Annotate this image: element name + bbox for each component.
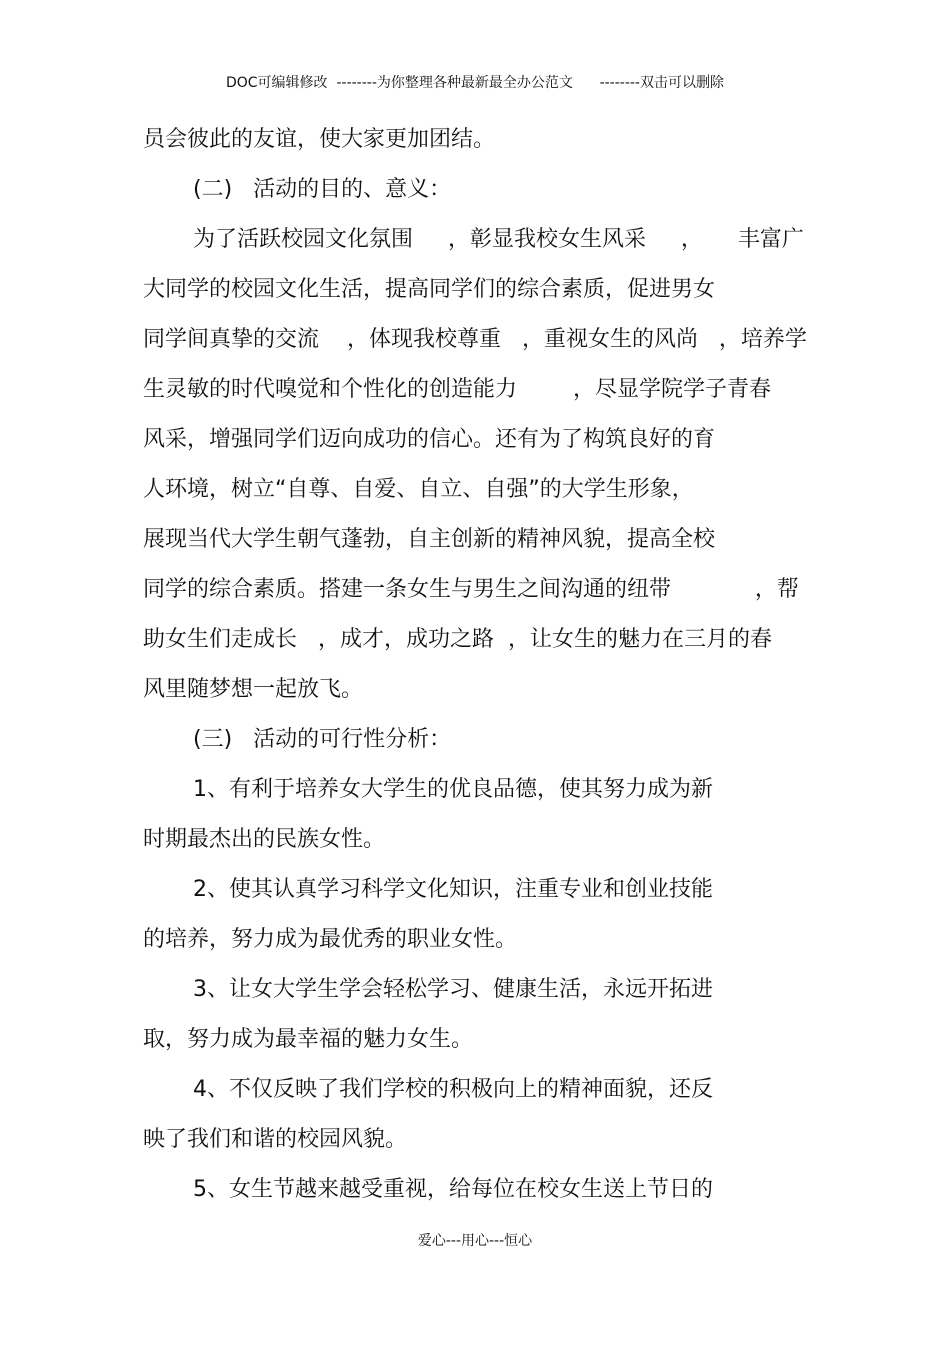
list-item-continuation: 时期最杰出的民族女性。 bbox=[143, 827, 386, 852]
page-header: DOC可编辑修改 --------为你整理各种最新最全办公范文 --------双击可以删除 bbox=[225, 75, 724, 91]
list-item-continuation: 的培养，努力成为最优秀的职业女性。 bbox=[143, 927, 518, 952]
list-item: 3、让女大学生学会轻松学习、健康生活，永远开拓进 bbox=[193, 977, 713, 1002]
body-line: 同学间真挚的交流 ，体现我校尊重 ，重视女生的风尚 ，培养学 bbox=[143, 327, 807, 352]
body-line: 为了活跃校园文化氛围 ，彰显我校女生风采 ， 丰富广 bbox=[193, 227, 804, 252]
body-line: 生灵敏的时代嗅觉和个性化的创造能力 ，尽显学院学子青春 bbox=[143, 377, 771, 402]
list-item: 5、女生节越来越受重视，给每位在校女生送上节日的 bbox=[193, 1177, 713, 1202]
list-item: 2、使其认真学习科学文化知识，注重专业和创业技能 bbox=[193, 877, 713, 902]
list-item-continuation: 映了我们和谐的校园风貌。 bbox=[143, 1127, 408, 1152]
list-item-continuation: 取，努力成为最幸福的魅力女生。 bbox=[143, 1027, 474, 1052]
page-footer: 爱心---用心---恒心 bbox=[417, 1233, 533, 1249]
body-line: 展现当代大学生朝气蓬勃，自主创新的精神风貌，提高全校 bbox=[143, 527, 716, 552]
body-line: 风采，增强同学们迈向成功的信心。还有为了构筑良好的育 bbox=[143, 427, 716, 452]
list-item: 1、有利于培养女大学生的优良品德，使其努力成为新 bbox=[193, 777, 713, 802]
section-heading: (三) 活动的可行性分析： bbox=[193, 727, 452, 752]
list-item: 4、不仅反映了我们学校的积极向上的精神面貌，还反 bbox=[193, 1077, 713, 1102]
body-line: 大同学的校园文化生活，提高同学们的综合素质，促进男女 bbox=[143, 277, 716, 302]
body-line: 员会彼此的友谊，使大家更加团结。 bbox=[143, 127, 496, 152]
body-line: 同学的综合素质。搭建一条女生与男生之间沟通的纽带 ，帮 bbox=[143, 577, 799, 602]
body-line: 人环境，树立“自尊、自爱、自立、自强”的大学生形象， bbox=[143, 477, 694, 502]
body-line: 风里随梦想一起放飞。 bbox=[143, 677, 364, 702]
body-line: 助女生们走成长 ，成才，成功之路 ，让女生的魅力在三月的春 bbox=[143, 627, 772, 652]
section-heading: (二) 活动的目的、意义： bbox=[193, 177, 452, 202]
